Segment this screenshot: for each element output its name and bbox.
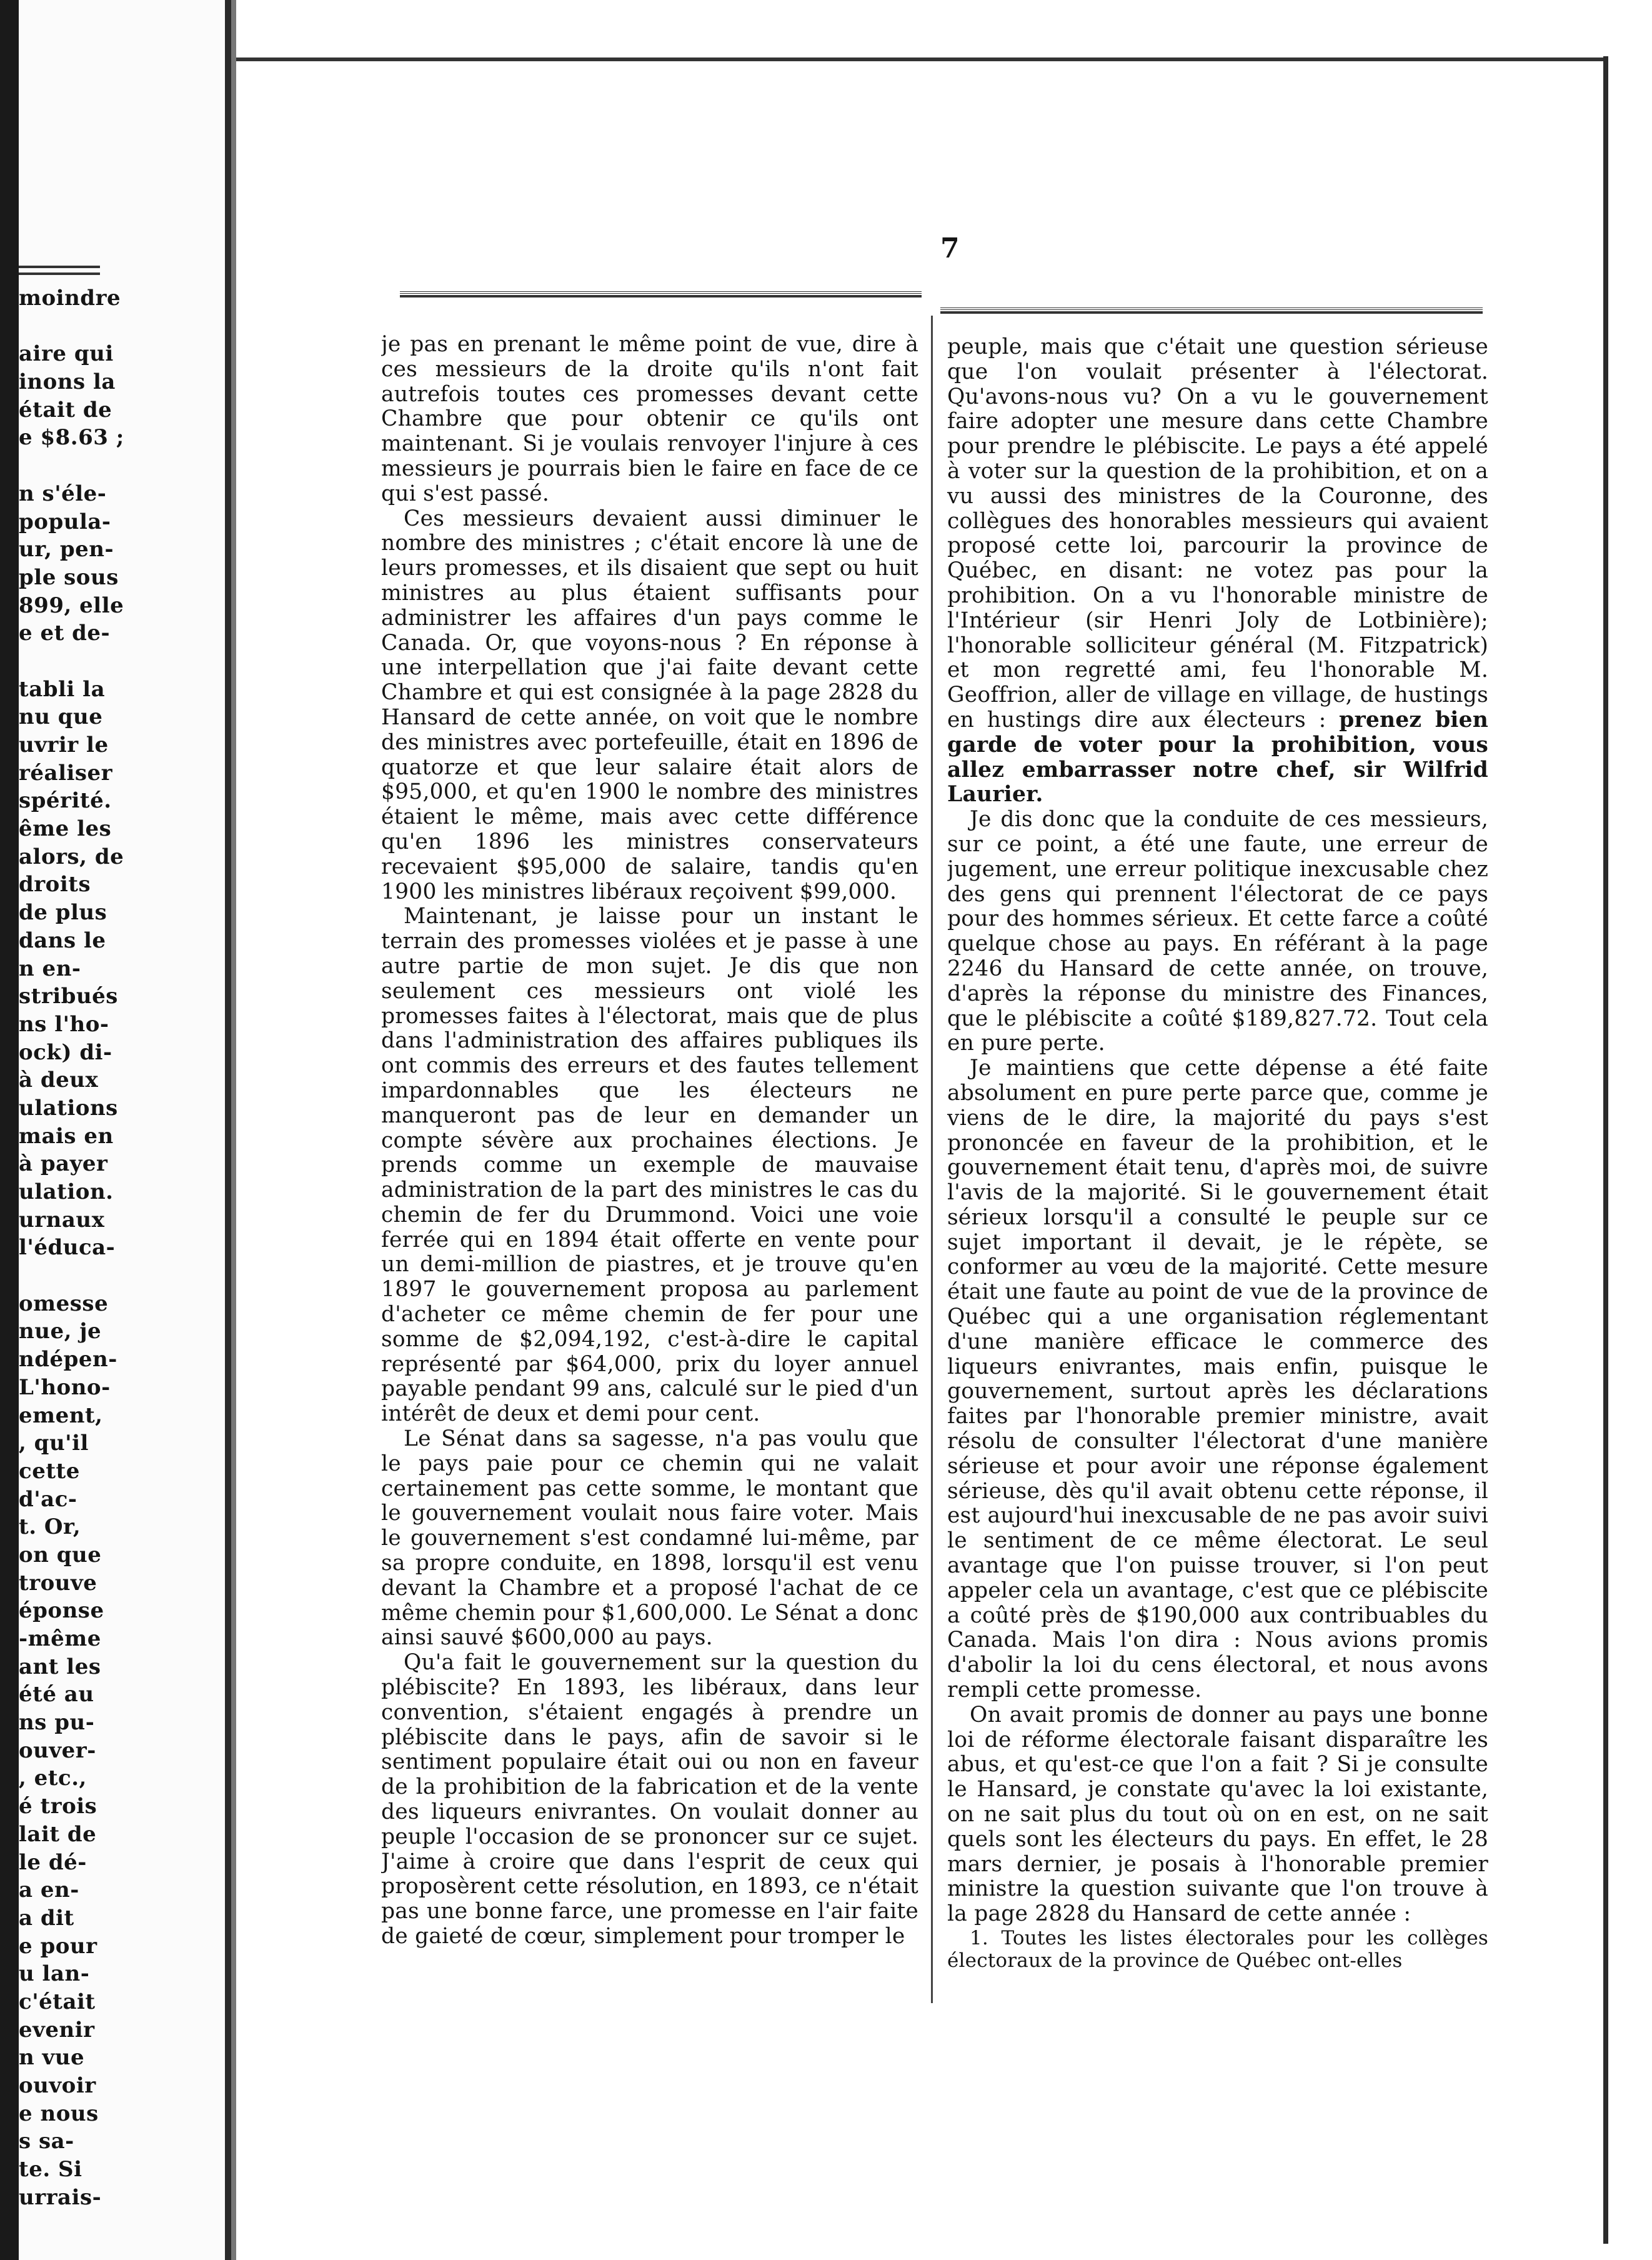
page-top-edge xyxy=(236,58,1603,61)
left-page-line: urnaux xyxy=(19,1207,105,1232)
left-page-line: , etc., xyxy=(19,1766,87,1791)
left-page-text xyxy=(19,284,225,2211)
paragraph: Qu'a fait le gouvernement sur la question du plébiscite? En 1893, les libéraux, dans leur convention, s'étaient engagés à prendre un plébiscite dans le pays, afin de savoir si le sentiment populaire était oui ou non en faveur de la prohibition de la fabrication et de la vente des liqueurs enivrantes. On voulait donner au peuple l'occasion de se prononcer sur ce sujet. J'aime à croire que dans l'esprit de ceux qui proposèrent cette résolution, en 1893, ce n'était pas une bonne farce, une promesse en l'air faite de gaieté de cœur, simplement pour tromper le xyxy=(381,1650,918,1949)
left-page-line: spérité. xyxy=(19,788,112,814)
left-page-line: éponse xyxy=(19,1598,104,1624)
left-page-line: mais en xyxy=(19,1123,114,1149)
left-page-line: n vue xyxy=(19,2045,85,2071)
left-page-line: urrais- xyxy=(19,2184,102,2210)
left-page-line: alors, de xyxy=(19,844,124,869)
left-page-line: ock) di- xyxy=(19,1039,112,1065)
left-page-line: a en- xyxy=(19,1878,79,1903)
left-page-line: ns pu- xyxy=(19,1710,95,1736)
left-page-line: ouver- xyxy=(19,1738,96,1763)
page-number: 7 xyxy=(940,232,960,264)
left-page-line: cette xyxy=(19,1458,80,1484)
page-right-edge xyxy=(1603,56,1608,2244)
left-page-line xyxy=(19,648,225,676)
left-page-rule xyxy=(19,266,100,268)
left-page-line: nu que xyxy=(19,704,103,730)
left-page-line: s sa- xyxy=(19,2129,74,2154)
left-page-line: moindre xyxy=(19,286,121,311)
column-divider xyxy=(931,316,933,2003)
left-page-line: a dit xyxy=(19,1905,74,1931)
left-page-line: d'ac- xyxy=(19,1486,77,1512)
left-page-line: ulations xyxy=(19,1095,118,1121)
left-page-line: lait de xyxy=(19,1821,97,1847)
left-page-line: ndépen- xyxy=(19,1347,117,1372)
paragraph: Ces messieurs devaient aussi diminuer le nombre des ministres ; c'était encore là une de leurs promesses, et ils disaient que sept ou huit ministres au plus étaient suffisants pour administrer les affaires d'un pays comme le Canada. Or, que voyons-nous ? En réponse à une interpellation que j'ai faite devant cette Chambre et qui est consignée à la page 2828 du Hansard de cette année, on voit que le nombre des ministres avec portefeuille, était en 1896 de quatorze et que leur salaire était alors de $95,000, et qu'en 1900 le nombre des ministres étaient le même, mais avec cette différence qu'en 1896 les ministres conservateurs recevaient $95,000 de salaire, tandis qu'en 1900 les ministres libéraux reçoivent $99,000. xyxy=(381,506,918,904)
left-page-line: e pour xyxy=(19,1933,97,1959)
left-page-line: était de xyxy=(19,397,112,422)
left-page-rule xyxy=(19,272,100,275)
left-page-line: u lan- xyxy=(19,1961,90,1987)
left-page-line: dans le xyxy=(19,928,106,953)
left-page-line: c'était xyxy=(19,1989,96,2014)
left-page-line: ns l'ho- xyxy=(19,1011,109,1037)
paragraph: je pas en prenant le même point de vue, dire à ces messieurs de la droite qu'ils n'ont fait autrefois toutes ces promesses devant cette Chambre que pour obtenir ce qu'ils ont maintenant. Si je voulais renvoyer l'injure à ces messieurs je pourrais bien le faire en face de ce qui s'est passé. xyxy=(381,332,918,506)
left-page-line: , qu'il xyxy=(19,1431,89,1456)
left-page-line: popula- xyxy=(19,509,111,534)
left-page-line: réaliser xyxy=(19,760,113,786)
paragraph: Je maintiens que cette dépense a été faite absolument en pure perte parce que, comme je viens de le dire, la majorité du pays s'est prononcée en faveur de la prohibition, et le gouvernement était tenu, d'après moi, de suivre l'avis de la majorité. Si le gouvernement était sérieux lorsqu'il a consulté le peuple sur ce sujet important il devait, je le répète, se conformer au vœu de la majorité. Cette mesure était une faute au point de vue de la province de Québec qui a une organisation réglementant d'une manière efficace le commerce des liqueurs enivrantes, mais enfin, puisque le gouvernement, surtout après les déclarations faites par l'honorable premier ministre, avait résolu de consulter l'électorat d'une manière sérieuse et pour avoir une réponse également sérieuse, dès qu'il avait obtenu cette réponse, il est aujourd'hui inexcusable de ne pas avoir suivi le sentiment de ce même électorat. Le seul avantage que l'on puisse trouver, si l'on peut appeler cela un avantage, c'est que ce plébiscite a coûté près de $190,000 aux contribuables du Canada. Mais l'on dira : Nous avions promis d'abolir la loi du cens électoral, et nous avons rempli cette promesse. xyxy=(947,1056,1488,1703)
left-page-line: é trois xyxy=(19,1794,97,1819)
left-page-line: de plus xyxy=(19,900,107,926)
paragraph: Maintenant, je laisse pour un instant le terrain des promesses violées et je passe à une autre partie de mon sujet. Je dis que non seulement ces messieurs ont violé les promesses faites à l'électorat, mais que de plus dans l'administration des affaires publiques ils ont commis des erreurs et des fautes tellement impardonnables que les électeurs ne manqueront pas de leur en demander un compte sévère aux prochaines élections. Je prends comme un exemple de mauvaise administration de la part des ministres le cas du chemin de fer du Drummond. Voici une voie ferrée qui en 1894 était offerte en vente pour un demi-million de piastres, et je trouve qu'en 1897 le gouvernement proposa au parlement d'acheter ce même chemin de fer pour une somme de $2,094,192, c'est-à-dire le capital représenté par $64,000, prix du loyer annuel payable pendant 99 ans, calculé sur le pied d'un intérêt de deux et demi pour cent. xyxy=(381,904,918,1427)
header-rule-left xyxy=(400,291,922,298)
left-page-line: omesse xyxy=(19,1291,109,1316)
left-page-line: n s'éle- xyxy=(19,481,107,506)
left-page-line xyxy=(19,452,225,480)
left-page-line: on que xyxy=(19,1542,102,1568)
left-page-line: evenir xyxy=(19,2017,95,2042)
left-page-line xyxy=(19,1262,225,1290)
left-page-line: te. Si xyxy=(19,2157,82,2182)
paragraph: Le Sénat dans sa sagesse, n'a pas voulu que le pays paie pour ce chemin qui ne valait certainement pas cette somme, le montant que le gouvernement voulait nous faire voter. Mais le gouvernement s'est condamné lui-même, par sa propre conduite, en 1898, lorsqu'il est venu devant la Chambre et a proposé l'achat de ce même chemin pour $1,600,000. Le Sénat a donc ainsi sauvé $600,000 au pays. xyxy=(381,1426,918,1651)
left-page-line: le dé- xyxy=(19,1849,87,1875)
right-text-column xyxy=(947,335,1488,1972)
paragraph: On avait promis de donner au pays une bonne loi de réforme électorale faisant disparaître les abus, et qu'est-ce que l'on a fait ? Si je consulte le Hansard, je constate qu'avec la loi existante, on ne sait plus du tout où on en est, on ne sait quels sont les électeurs du pays. En effet, le 28 mars dernier, je posais à l'honorable premier ministre la question suivante que l'on trouve à la page 2828 du Hansard de cette année : xyxy=(947,1702,1488,1927)
left-page-fragment xyxy=(19,0,225,2260)
left-page-line: ement, xyxy=(19,1402,103,1428)
left-page-line: 899, elle xyxy=(19,592,124,618)
left-text-column xyxy=(381,332,918,1949)
left-page-line: -même xyxy=(19,1626,101,1651)
left-page-line: stribués xyxy=(19,984,118,1009)
left-page-line: nue, je xyxy=(19,1319,102,1344)
left-page-line: ur, pen- xyxy=(19,537,114,562)
left-page-line: ouvoir xyxy=(19,2073,96,2098)
header-rule-right xyxy=(940,308,1483,314)
left-page-line: L'hono- xyxy=(19,1374,111,1400)
left-page-line: uvrir le xyxy=(19,732,109,758)
page-gutter xyxy=(225,0,231,2260)
bold-quote: prenez bien garde de voter pour la prohibition, vous allez embarrasser notre chef, sir Wilfrid Laurier. xyxy=(947,707,1488,808)
left-page-line: à payer xyxy=(19,1151,108,1177)
left-page-line: été au xyxy=(19,1682,94,1708)
left-page-line xyxy=(19,312,225,341)
left-page-line: ême les xyxy=(19,816,112,842)
paragraph xyxy=(947,335,1488,808)
left-page-line: tabli la xyxy=(19,676,106,702)
left-page-line: ulation. xyxy=(19,1179,114,1204)
left-page-line: droits xyxy=(19,872,91,898)
left-page-line: n en- xyxy=(19,956,81,981)
left-page-line: ant les xyxy=(19,1654,101,1679)
left-page-line: t. Or, xyxy=(19,1514,81,1540)
left-page-line: aire qui xyxy=(19,341,114,367)
question-excerpt: 1. Toutes les listes électorales pour les collèges électoraux de la province de Québec ont-elles xyxy=(947,1927,1488,1972)
left-page-line: e $8.63 ; xyxy=(19,425,124,451)
left-page-line: trouve xyxy=(19,1570,97,1596)
scan-edge xyxy=(0,0,19,2260)
page-gutter-shadow xyxy=(231,0,236,2260)
paragraph: Je dis donc que la conduite de ces messieurs, sur ce point, a été une faute, une erreur de jugement, une erreur politique inexcusable chez des gens qui prennent l'électorat de ce pays pour des hommes sérieux. Et cette farce a coûté quelque chose au pays. En référant à la page 2246 du Hansard de cette année, on trouve, d'après la réponse du ministre des Finances, que le plébiscite a coûté $189,827.72. Tout cela en pure perte. xyxy=(947,807,1488,1056)
left-page-line: e nous xyxy=(19,2101,99,2126)
left-page-line: e et de- xyxy=(19,621,111,646)
paragraph-text: peuple, mais que c'était une question sérieuse que l'on voulait présenter à l'électorat. Qu'avons-nous vu? On a vu le gouvernement faire adopter une mesure dans cette Chambre pour prendre le plébiscite. Le pays a été appelé à voter sur la question de la prohibition, et on a vu aussi des ministres de la Couronne, des collègues des honorables messieurs qui avaient proposé cette loi, parcourir la province de Québec, en disant: ne votez pas pour la prohibition. On a vu l'honorable ministre de l'Intérieur (sir Henri Joly de Lotbinière); l'honorable solliciteur général (M. Fitzpatrick) et mon regretté ami, feu l'honorable M. Geoffrion, aller de village en village, de hustings en hustings dire aux électeurs : xyxy=(947,335,1488,732)
left-page-line: ple sous xyxy=(19,564,119,590)
left-page-line: inons la xyxy=(19,369,116,395)
left-page-line: à deux xyxy=(19,1068,99,1093)
left-page-line: l'éduca- xyxy=(19,1235,116,1261)
